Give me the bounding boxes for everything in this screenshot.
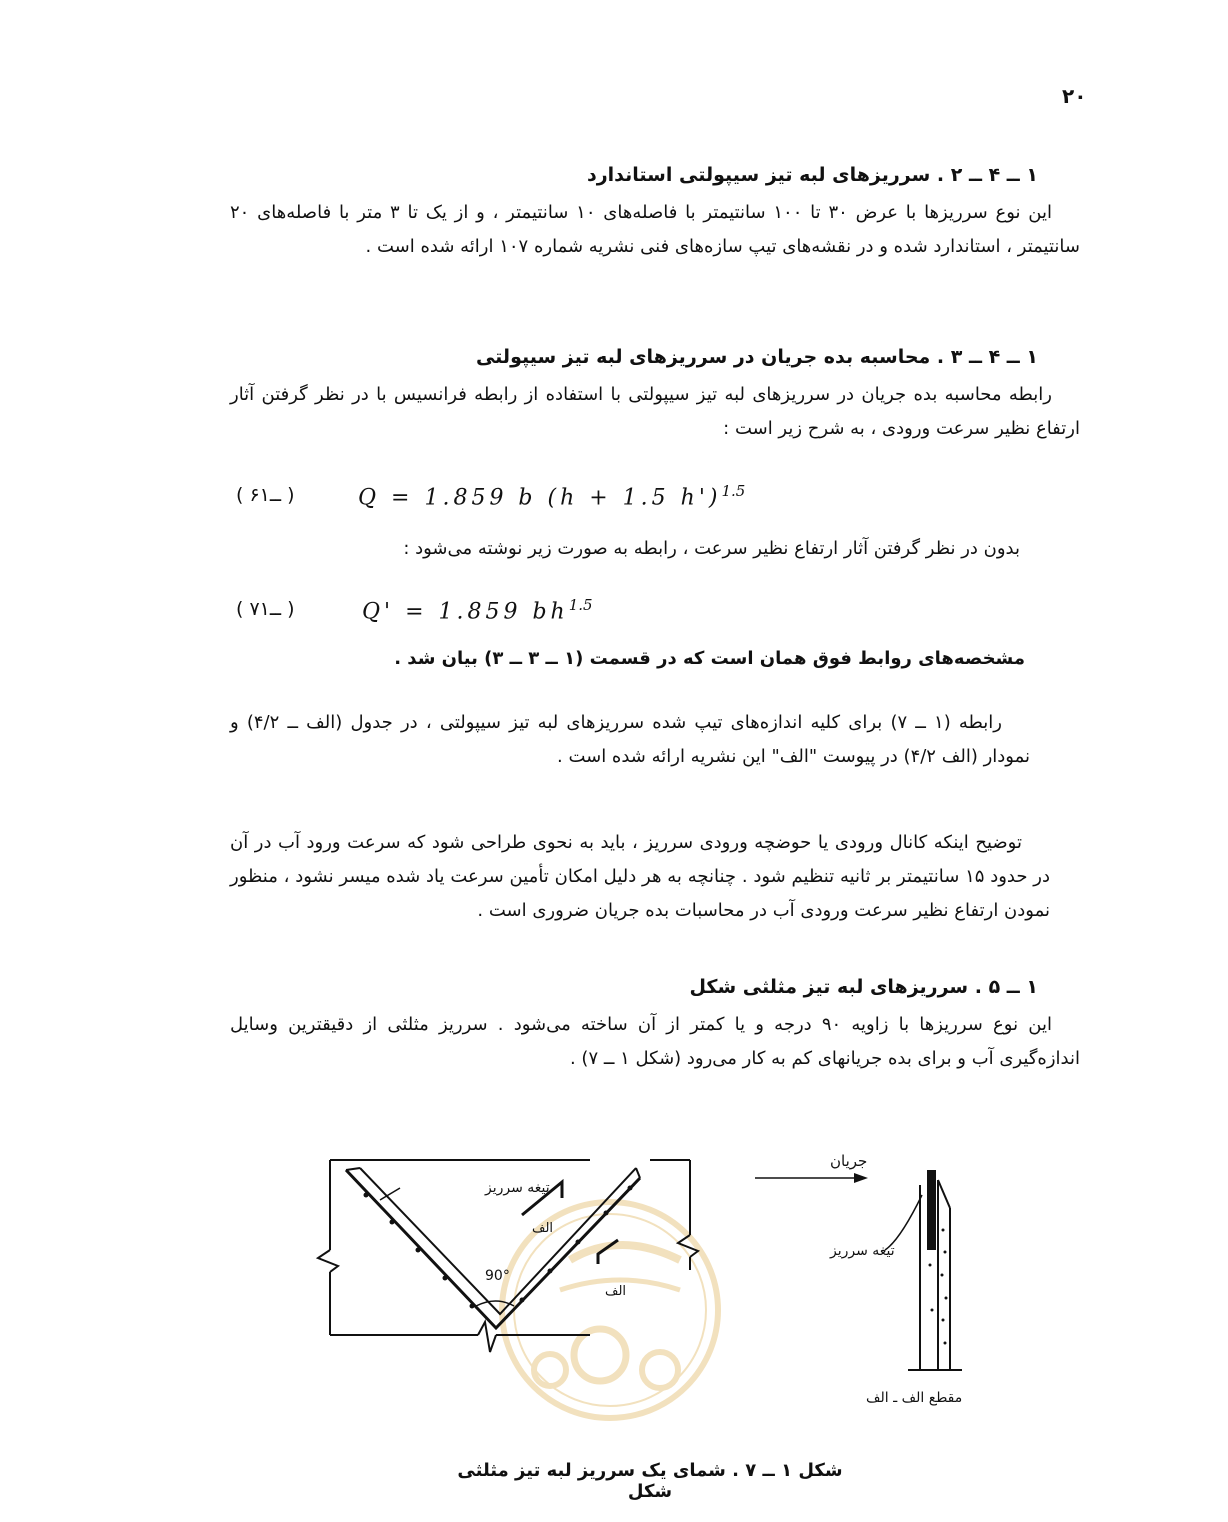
formula-exponent: 1.5 [568, 596, 593, 614]
paragraph: رابطه (۱ ــ ۷) برای کلیه اندازه‌های تیپ شده سرریزهای لبه تیز سیپولتی ، در جدول (الف ــ ۴/۲) و نمودار (الف ۴/۲) در پیوست "الف" این نشریه ارائه شده است . [230, 712, 1030, 767]
page-number: ۲۰ [1062, 84, 1087, 108]
section-body-standard-cipolletti [230, 196, 1080, 264]
formula-text: Q' = 1.859 bh [362, 599, 569, 625]
paragraph: توضیح اینکه کانال ورودی یا حوضچه ورودی سرریز ، باید به نحوی طراحی شود که سرعت ورود آب در آن در حدود ۱۵ سانتیمتر بر ثانیه تنظیم شود . چنانچه به هر دلیل امکان تأمین سرعت یاد شده میسر نشود ، منظور نمودن ارتفاع نظیر سرعت ورودی آب در محاسبات بده جریان ضروری است . [230, 832, 1051, 921]
formula-text: Q = 1.859 b (h + 1.5 h') [358, 485, 722, 511]
paragraph-note [230, 826, 1050, 928]
section-heading-flow-calculation: ۱ ــ ۴ ــ ۳ . محاسبه بده جریان در سرریزهای لبه تیز سیپولتی [475, 346, 1038, 368]
text-specs-reference: مشخصه‌های روابط فوق همان است که در قسمت (۱ ــ ۳ ــ ۳) بیان شد . [394, 648, 1025, 669]
alef-label-2: الف [605, 1284, 627, 1299]
section-body-triangular-weir [230, 1008, 1080, 1076]
angle-label: 90° [485, 1268, 510, 1284]
alef-label-1: الف [532, 1221, 554, 1236]
blade-section-label: تیغه سرریز [830, 1243, 895, 1259]
text-without-velocity-head: بدون در نظر گرفتن آثار ارتفاع نظیر سرعت ، رابطه به صورت زیر نوشته می‌شود : [403, 538, 1020, 559]
formula-exponent: 1.5 [721, 482, 746, 500]
triangular-weir-figure [300, 1140, 1020, 1450]
equation-formula [362, 596, 593, 624]
paragraph-table-reference [230, 706, 1030, 774]
equation-6-1 [230, 478, 830, 518]
equation-number: ( ۶ــ۱ ) [236, 484, 295, 506]
blade-section [927, 1170, 936, 1250]
paragraph: رابطه محاسبه بده جریان در سرریزهای لبه تیز سیپولتی با استفاده از رابطه فرانسیس با در نظر گرفتن آثار ارتفاع نظیر سرعت ورودی ، به شرح زیر است : [230, 384, 1080, 439]
equation-7-1 [230, 592, 830, 632]
flow-arrow-head [854, 1173, 868, 1183]
blade-section-leader [885, 1195, 922, 1250]
section-body-flow-calculation [230, 378, 1080, 446]
equation-number: ( ۷ــ۱ ) [236, 598, 295, 620]
figure-caption: شکل ۱ ــ ۷ . شمای یک سرریز لبه تیز مثلثی شکل [457, 1460, 843, 1502]
paragraph: این نوع سرریزها با عرض ۳۰ تا ۱۰۰ سانتیمتر با فاصله‌های ۱۰ سانتیمتر ، و از یک تا ۳ متر با فاصله‌های ۲۰ سانتیمتر ، استاندارد شده و در نقشه‌های تیپ سازه‌های فنی نشریه شماره ۱۰۷ ارائه شده است . [230, 202, 1080, 257]
section-heading-triangular-weir: ۱ ــ ۵ . سرریزهای لبه تیز مثلثی شکل [689, 976, 1038, 998]
flow-label: جریان [830, 1152, 868, 1170]
section-label: مقطع الف ـ الف [866, 1390, 963, 1406]
equation-formula [358, 482, 745, 510]
paragraph: این نوع سرریزها با زاویه ۹۰ درجه و یا کمتر از آن ساخته می‌شود . سرریز مثلثی از دقیقترین وسایل اندازه‌گیری آب و برای بده جریانهای کم به کار می‌رود (شکل ۱ ــ ۷) . [230, 1014, 1080, 1069]
section-heading-standard-cipolletti: ۱ ــ ۴ ــ ۲ . سرریزهای لبه تیز سیپولتی استاندارد [586, 164, 1038, 186]
blade-label: تیغه سرریز [485, 1180, 550, 1196]
